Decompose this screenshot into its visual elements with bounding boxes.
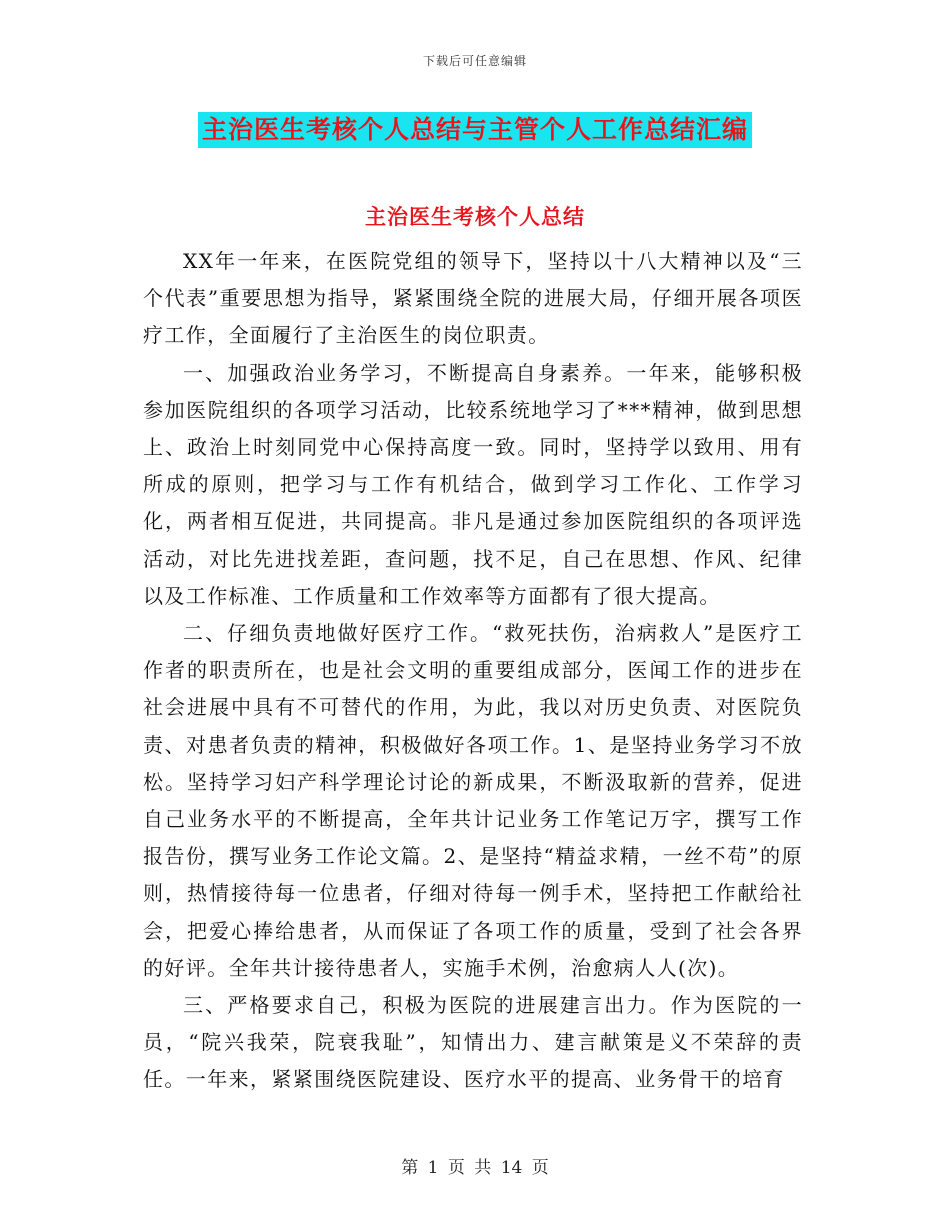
main-title-wrap (0, 112, 950, 148)
paragraph-medical-work: 二、仔细负责地做好医疗工作。“救死扶伤，治病救人”是医疗工作者的职责所在，也是社会文明的重要组成部分，医闻工作的进步在社会进展中具有不可替代的作用，为此，我以对历史负责、对医院负责、对患者负责的精神，积极做好各项工作。1、是坚持业务学习不放松。坚持学习妇产科学理论讨论的新成果，不断汲取新的营养，促进自己业务水平的不断提高，全年共计记业务工作笔记万字，撰写工作报告份，撰写业务工作论文篇。2、是坚持“精益求精，一丝不苟”的原则，热情接待每一位患者，仔细对待每一例手术，坚持把工作献给社会，把爱心捧给患者，从而保证了各项工作的质量，受到了社会各界的好评。全年共计接待患者人，实施手术例，治愈病人人(次)。 (143, 621, 803, 980)
main-title: 主治医生考核个人总结与主管个人工作总结汇编 (198, 112, 752, 148)
body-text (143, 243, 803, 1099)
paragraph-study: 一、加强政治业务学习，不断提高自身素养。一年来，能够积极参加医院组织的各项学习活动，比较系统地学习了***精神，做到思想上、政治上时刻同党中心保持高度一致。同时，坚持学以致用、用有所成的原则，把学习与工作有机结合，做到学习工作化、工作学习化，两者相互促进，共同提高。非凡是通过参加医院组织的各项评选活动，对比先进找差距，查问题，找不足，自己在思想、作风、纪律以及工作标准、工作质量和工作效率等方面都有了很大提高。 (143, 360, 803, 608)
header-note: 下载后可任意编辑 (422, 54, 527, 68)
paragraph-self-requirement: 三、严格要求自己，积极为医院的进展建言出力。作为医院的一员，“院兴我荣，院衰我耻”，知情出力、建言献策是义不荣辞的责任。一年来，紧紧围绕医院建设、医疗水平的提高、业务骨干的培育 (143, 993, 803, 1092)
page-footer: 第 1 页 共 14 页 (401, 1158, 549, 1178)
section-title: 主治医生考核个人总结 (365, 204, 585, 229)
paragraph-intro: XX年一年来，在医院党组的领导下，坚持以十八大精神以及“三个代表”重要思想为指导，紧紧围绕全院的进展大局，仔细开展各项医疗工作，全面履行了主治医生的岗位职责。 (143, 249, 803, 348)
